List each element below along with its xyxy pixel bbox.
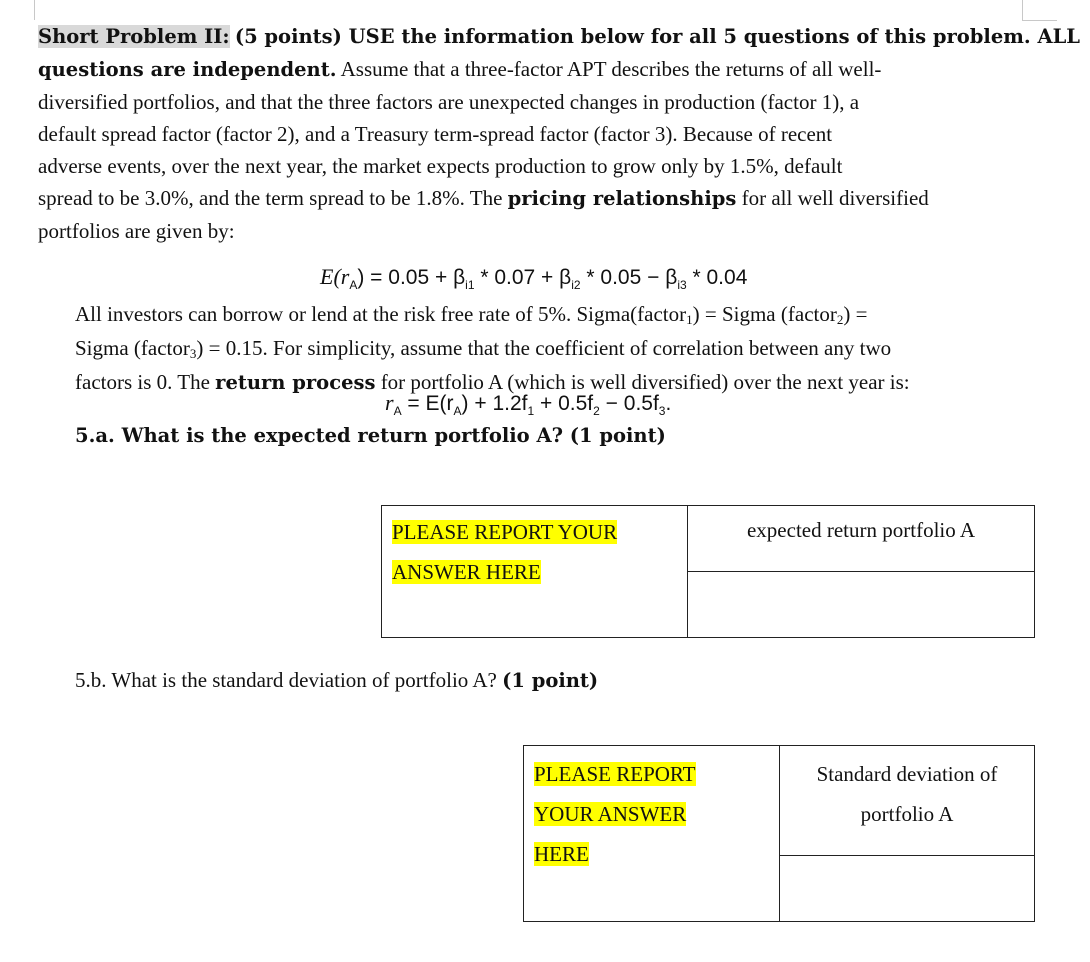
intro-line-6: spread to be 3.0%, and the term spread to be 1.8%. The pricing relationships for all well diversified — [38, 186, 929, 210]
intro-line-5: adverse events, over the next year, the market expects production to grow only by 1.5%, default — [38, 154, 843, 178]
answer-label-5b: Standard deviation of portfolio A — [780, 746, 1035, 856]
answer-prompt-5b: PLEASE REPORT YOUR ANSWER HERE — [524, 746, 780, 922]
problem-heading: Short Problem II: — [38, 25, 230, 48]
page-corner-mark-left — [34, 0, 35, 20]
intro-line-2: questions are independent. Assume that a three-factor APT describes the returns of all well- — [38, 57, 882, 81]
problem-intro — [38, 20, 1080, 247]
assumptions-line-3: factors is 0. The return process for portfolio A (which is well diversified) over the next year is: — [75, 370, 910, 394]
problem-points: (5 points) USE the information below for all 5 questions of this problem. ALL — [234, 25, 1080, 48]
question-5a: 5.a. What is the expected return portfolio A? (1 point) — [75, 424, 666, 447]
intro-line-4: default spread factor (factor 2), and a Treasury term-spread factor (factor 3). Because of recent — [38, 122, 833, 146]
pricing-formula: $E(r_A) = 0.05 + \beta_{i1} * 0.07 + \beta_{i2} * 0.05 - \beta_{i3} * 0.04$ — [320, 264, 748, 293]
answer-input-5b[interactable] — [780, 856, 1035, 922]
assumptions-line-2: Sigma (factor3) = 0.15. For simplicity, assume that the coefficient of correlation between any two — [75, 336, 892, 361]
intro-line-3: diversified portfolios, and that the three factors are unexpected changes in production (factor 1), a — [38, 90, 860, 114]
answer-label-5a: expected return portfolio A — [688, 506, 1035, 572]
intro-line-7: portfolios are given by: — [38, 219, 235, 243]
page-corner-mark-right — [1022, 0, 1057, 21]
return-process-formula: $r_A = E(r_A) + 1.2f_1 + 0.5f_2 - 0.5f_3$. — [385, 390, 672, 419]
assumptions-line-1: All investors can borrow or lend at the risk free rate of 5%. Sigma(factor1) = Sigma (factor2) = — [75, 302, 868, 327]
assumptions-paragraph — [75, 300, 1030, 397]
answer-input-5a[interactable] — [688, 572, 1035, 638]
answer-table-5a — [381, 505, 1035, 638]
question-5b: 5.b. What is the standard deviation of portfolio A? (1 point) — [75, 668, 599, 692]
answer-table-5b — [523, 745, 1035, 922]
answer-prompt-5a: PLEASE REPORT YOUR ANSWER HERE — [382, 506, 688, 638]
intro-line-1 — [38, 20, 1080, 53]
